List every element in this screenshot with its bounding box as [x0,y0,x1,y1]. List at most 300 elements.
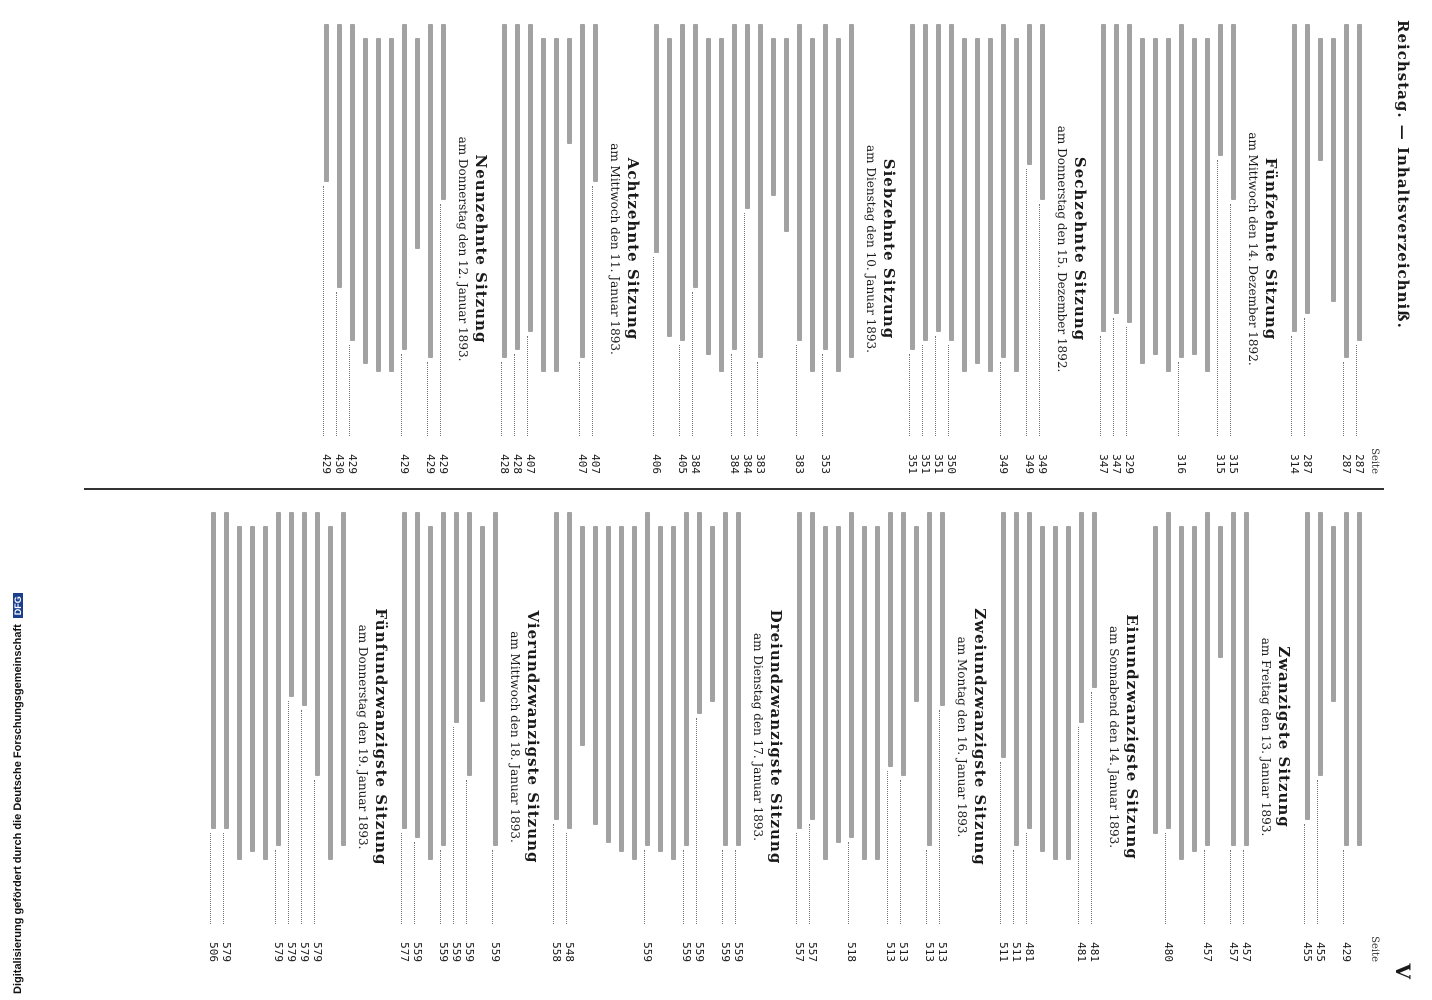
toc-entry [845,24,858,474]
leader-dots [275,850,282,924]
illegible-text-line [1305,24,1310,314]
toc-entry [1340,24,1353,474]
sitting-section [1149,512,1293,962]
illegible-text-line [1114,24,1119,314]
toc-entry [233,512,246,962]
entry-page-number: 347 [1110,454,1123,474]
toc-entry [1327,512,1340,962]
entry-page-number: 577 [398,942,411,962]
illegible-text-line [1231,512,1236,846]
toc-entry [706,512,719,962]
toc-entry [272,512,285,962]
entry-page-number: 406 [650,454,663,474]
illegible-text-line [606,526,611,843]
toc-entry [719,512,732,962]
illegible-text-line [654,24,659,253]
entry-page-number: 429 [346,454,359,474]
dfg-logo: DFG [13,593,23,618]
leader-dots [440,204,447,436]
toc-entry [576,512,589,962]
toc-entry [1088,512,1101,962]
toc-entry [1175,24,1188,474]
leader-dots [592,186,599,436]
leader-dots [1343,362,1350,436]
entry-page-number: 480 [1162,942,1175,962]
entry-page-number: 557 [793,942,806,962]
sitting-date: am Freitag den 13. Januar 1893. [1259,637,1273,837]
illegible-text-line [302,512,307,706]
toc-entry [1162,24,1175,474]
leader-dots [453,727,460,924]
leader-dots [696,718,703,924]
illegible-text-line [1331,38,1336,302]
entry-page-number: 351 [932,454,945,474]
entry-page-number: 384 [728,454,741,474]
illegible-text-line [593,24,598,182]
entry-page-number: 455 [1301,942,1314,962]
leader-dots [501,362,508,436]
digitization-credit [8,4,28,994]
sitting-section [207,512,390,962]
illegible-text-line [736,512,741,846]
leader-dots [900,780,907,924]
illegible-text-line [1066,526,1071,860]
leader-dots [323,186,330,436]
illegible-text-line [697,512,702,714]
illegible-text-line [1014,512,1019,846]
toc-entry [372,24,385,474]
leader-dots [692,292,699,436]
credit-text: Digitalisierung gefördert durch die Deutsche Forschungsgemeinschaft [12,624,24,994]
leader-dots [735,850,742,924]
illegible-text-line [1053,526,1058,860]
toc-entry [1327,24,1340,474]
toc-entry [919,24,932,474]
entry-page-number: 579 [285,942,298,962]
toc-entry [754,24,767,474]
toc-entry [715,24,728,474]
illegible-text-line [1040,526,1045,852]
illegible-text-line [1318,512,1323,776]
sitting-section [793,512,989,962]
entry-page-number: 383 [754,454,767,474]
illegible-text-line [962,38,967,372]
illegible-text-line [619,526,624,852]
illegible-text-line [1153,38,1158,355]
leader-dots [514,354,521,436]
illegible-text-line [441,512,446,846]
illegible-text-line [1218,24,1223,156]
leader-dots [566,833,573,924]
illegible-text-line [888,512,893,767]
entry-page-number: 481 [1023,942,1036,962]
illegible-text-line [706,38,711,355]
illegible-text-line [901,512,906,776]
sitting-section [1097,24,1280,474]
illegible-text-line [667,38,672,337]
toc-entry [832,24,845,474]
toc-entry [1062,512,1075,962]
entry-page-number: 558 [550,942,563,962]
illegible-text-line [1344,24,1349,358]
illegible-text-line [1101,24,1106,332]
illegible-text-line [1244,512,1249,846]
toc-entry [602,512,615,962]
left-column [90,24,1380,474]
entry-page-number: 430 [333,454,346,474]
entry-page-number: 315 [1227,454,1240,474]
toc-entry [311,512,324,962]
sitting-section [1301,512,1366,962]
illegible-text-line [771,38,776,196]
toc-entry [424,512,437,962]
toc-entry [1123,24,1136,474]
entry-page-number: 511 [1010,942,1023,962]
illegible-text-line [1292,24,1297,332]
leader-dots [1291,336,1298,436]
leader-dots [926,850,933,924]
entry-page-number: 429 [320,454,333,474]
toc-entry [207,512,220,962]
sitting-heading: Siebzehnte Sitzung [880,158,898,340]
leader-dots [1000,762,1007,924]
toc-entry [910,512,923,962]
illegible-text-line [940,512,945,706]
leader-dots [553,824,560,924]
entry-page-number: 455 [1314,942,1327,962]
entry-page-number: 457 [1227,942,1240,962]
toc-entry [398,512,411,962]
leader-dots [644,850,651,924]
leader-dots [1000,362,1007,436]
leader-dots [314,780,321,924]
leader-dots [301,710,308,924]
entry-page-number: 506 [207,942,220,962]
toc-entry [1227,512,1240,962]
page-number-roman: V [1391,963,1415,980]
entry-page-number: 429 [424,454,437,474]
entry-page-number: 559 [450,942,463,962]
entry-page-number: 316 [1175,454,1188,474]
entry-page-number: 579 [298,942,311,962]
illegible-text-line [680,24,685,341]
toc-entry [650,24,663,474]
leader-dots [822,354,829,436]
illegible-text-line [502,24,507,358]
illegible-text-line [810,512,815,820]
leader-dots [757,362,764,436]
illegible-text-line [1344,512,1349,846]
toc-entry [923,512,936,962]
toc-entry [537,24,550,474]
illegible-text-line [428,24,433,358]
illegible-text-line [567,512,572,829]
toc-entry [1149,512,1162,962]
toc-entry [1214,24,1227,474]
entry-page-number: 351 [919,454,932,474]
toc-entry [576,24,589,474]
toc-entry [259,512,272,962]
toc-entry [1288,24,1301,474]
sitting-heading: Neunzehnte Sitzung [472,154,490,344]
toc-entry [589,24,602,474]
column-divider [84,488,1384,490]
illegible-text-line [988,38,993,372]
entry-page-number: 428 [498,454,511,474]
toc-entry [693,512,706,962]
illegible-text-line [554,512,559,820]
entry-page-number: 559 [693,942,706,962]
illegible-text-line [710,526,715,702]
illegible-text-line [658,526,663,852]
illegible-text-line [732,24,737,350]
leader-dots [427,362,434,436]
sitting-section [650,24,898,474]
toc-entry [359,24,372,474]
leader-dots [1217,160,1224,436]
toc-entry [654,512,667,962]
sitting-date: am Mittwoch den 18. Januar 1893. [508,631,522,843]
entry-page-number: 287 [1340,454,1353,474]
illegible-text-line [1192,526,1197,852]
toc-entry [676,24,689,474]
sitting-heading: Vierundzwanzigste Sitzung [524,610,542,864]
illegible-text-line [289,512,294,697]
toc-entry [285,512,298,962]
entry-page-number: 287 [1353,454,1366,474]
sitting-heading: Dreiundzwanzigste Sitzung [767,609,785,865]
toc-entry [1023,512,1036,962]
leader-dots [401,354,408,436]
illegible-text-line [1218,526,1223,658]
entry-page-number: 349 [1023,454,1036,474]
leader-dots [288,701,295,924]
toc-entry [971,24,984,474]
sitting-date: am Mittwoch den 11. Januar 1893. [608,143,622,355]
illegible-text-line [923,24,928,341]
toc-entry [550,24,563,474]
entry-page-number: 579 [311,942,324,962]
leader-dots [935,336,942,436]
entry-page-number: 481 [1075,942,1088,962]
toc-entry [728,24,741,474]
illegible-text-line [1179,24,1184,358]
illegible-text-line [910,24,915,350]
entry-page-number: 557 [806,942,819,962]
toc-entry [1149,24,1162,474]
toc-entry [220,512,233,962]
toc-entry [858,512,871,962]
illegible-text-line [1331,526,1336,702]
toc-entry [385,24,398,474]
illegible-text-line [415,512,420,838]
running-header [1388,20,1418,980]
seite-label: Seite [1369,448,1380,474]
illegible-text-line [350,24,355,341]
illegible-text-line [936,24,941,332]
entry-page-number: 405 [676,454,689,474]
illegible-text-line [389,38,394,372]
entry-page-number: 559 [641,942,654,962]
sitting-date: am Dienstag den 10. Januar 1893. [864,145,878,353]
entry-page-number: 429 [1340,942,1353,962]
leader-dots [679,345,686,436]
toc-entry [871,512,884,962]
entry-page-number: 559 [411,942,424,962]
illegible-text-line [797,24,802,341]
illegible-text-line [1014,38,1019,372]
leader-dots [1013,850,1020,924]
entry-page-number: 513 [884,942,897,962]
toc-entry [450,512,463,962]
illegible-text-line [554,38,559,372]
leader-dots [1230,850,1237,924]
leader-dots [492,850,499,924]
illegible-text-line [836,526,841,843]
toc-entry [793,24,806,474]
illegible-text-line [975,38,980,364]
toc-entry [324,512,337,962]
toc-entry [932,24,945,474]
toc-entry [298,512,311,962]
illegible-text-line [849,24,854,358]
illegible-text-line [1153,526,1158,834]
toc-entry [780,24,793,474]
leader-dots [349,345,356,436]
leader-dots [948,345,955,436]
toc-entry [1188,24,1201,474]
entry-page-number: 407 [589,454,602,474]
illegible-text-line [671,526,676,860]
toc-entry [437,512,450,962]
entry-page-number: 548 [563,942,576,962]
toc-entry [1201,24,1214,474]
leader-dots [922,345,929,436]
leader-dots [1243,850,1250,924]
illegible-text-line [1127,24,1132,323]
toc-entry [984,24,997,474]
entry-page-number: 384 [741,454,754,474]
toc-entry [732,512,745,962]
leader-dots [1078,727,1085,924]
leader-dots [848,842,855,924]
seite-label: Seite [1369,936,1380,962]
illegible-text-line [723,512,728,846]
entry-page-number: 579 [272,942,285,962]
entry-page-number: 513 [936,942,949,962]
toc-entry [897,512,910,962]
leader-dots [731,354,738,436]
toc-entry [1023,24,1036,474]
leader-dots [414,842,421,924]
toc-entry [702,24,715,474]
toc-entry [806,24,819,474]
toc-entry [524,24,537,474]
illegible-text-line [1166,512,1171,829]
leader-dots [939,710,946,924]
illegible-text-line [784,38,789,232]
illegible-text-line [276,512,281,846]
toc-entry [1049,512,1062,962]
toc-entry [832,512,845,962]
illegible-text-line [949,24,954,341]
entry-page-number: 383 [793,454,806,474]
leader-dots [1317,780,1324,924]
leader-dots [1091,692,1098,924]
illegible-text-line [719,38,724,372]
leader-dots [1165,833,1172,924]
toc-entry [346,24,359,474]
sitting-section [1288,24,1366,474]
entry-page-number: 429 [437,454,450,474]
leader-dots [1100,336,1107,436]
illegible-text-line [849,512,854,838]
illegible-text-line [593,526,598,825]
leader-dots [223,833,230,924]
illegible-text-line [315,512,320,776]
sitting-date: am Donnerstag den 19. Januar 1893. [356,624,370,850]
illegible-text-line [914,526,919,702]
illegible-text-line [237,526,242,860]
sitting-heading: Einundzwanzigste Sitzung [1123,614,1141,860]
leader-dots [527,336,534,436]
toc-entry [489,512,502,962]
leader-dots [1039,204,1046,436]
sitting-date: am Dienstag den 17. Januar 1893. [751,633,765,841]
toc-entry [1353,24,1366,474]
illegible-text-line [328,526,333,860]
entry-page-number: 513 [923,942,936,962]
illegible-text-line [684,512,689,846]
leader-dots [796,345,803,436]
toc-entry [463,512,476,962]
entry-page-number: 513 [897,942,910,962]
entry-page-number: 351 [906,454,919,474]
toc-entry [1010,512,1023,962]
illegible-text-line [836,38,841,372]
toc-entry [806,512,819,962]
illegible-text-line [875,526,880,860]
toc-entry [1353,512,1366,962]
entry-page-number: 287 [1301,454,1314,474]
leader-dots [744,213,751,436]
leader-dots [796,833,803,924]
toc-entry [793,512,806,962]
toc-entry [615,512,628,962]
leader-dots [1126,327,1133,436]
illegible-text-line [862,526,867,860]
entry-page-number: 559 [437,942,450,962]
illegible-text-line [1001,512,1006,758]
illegible-text-line [211,512,216,829]
sitting-date: am Montag den 16. Januar 1893. [955,636,969,838]
leader-dots [401,833,408,924]
illegible-text-line [567,38,572,144]
entry-page-number: 559 [463,942,476,962]
leader-dots [809,824,816,924]
illegible-text-line [402,24,407,350]
entry-page-number: 428 [511,454,524,474]
entry-page-number: 559 [732,942,745,962]
illegible-text-line [693,24,698,288]
entry-page-number: 559 [680,942,693,962]
toc-entry [1340,512,1353,962]
leader-dots [887,771,894,924]
leader-dots [1178,362,1185,436]
leader-dots [440,850,447,924]
entry-page-number: 349 [997,454,1010,474]
toc-entry [1188,512,1201,962]
